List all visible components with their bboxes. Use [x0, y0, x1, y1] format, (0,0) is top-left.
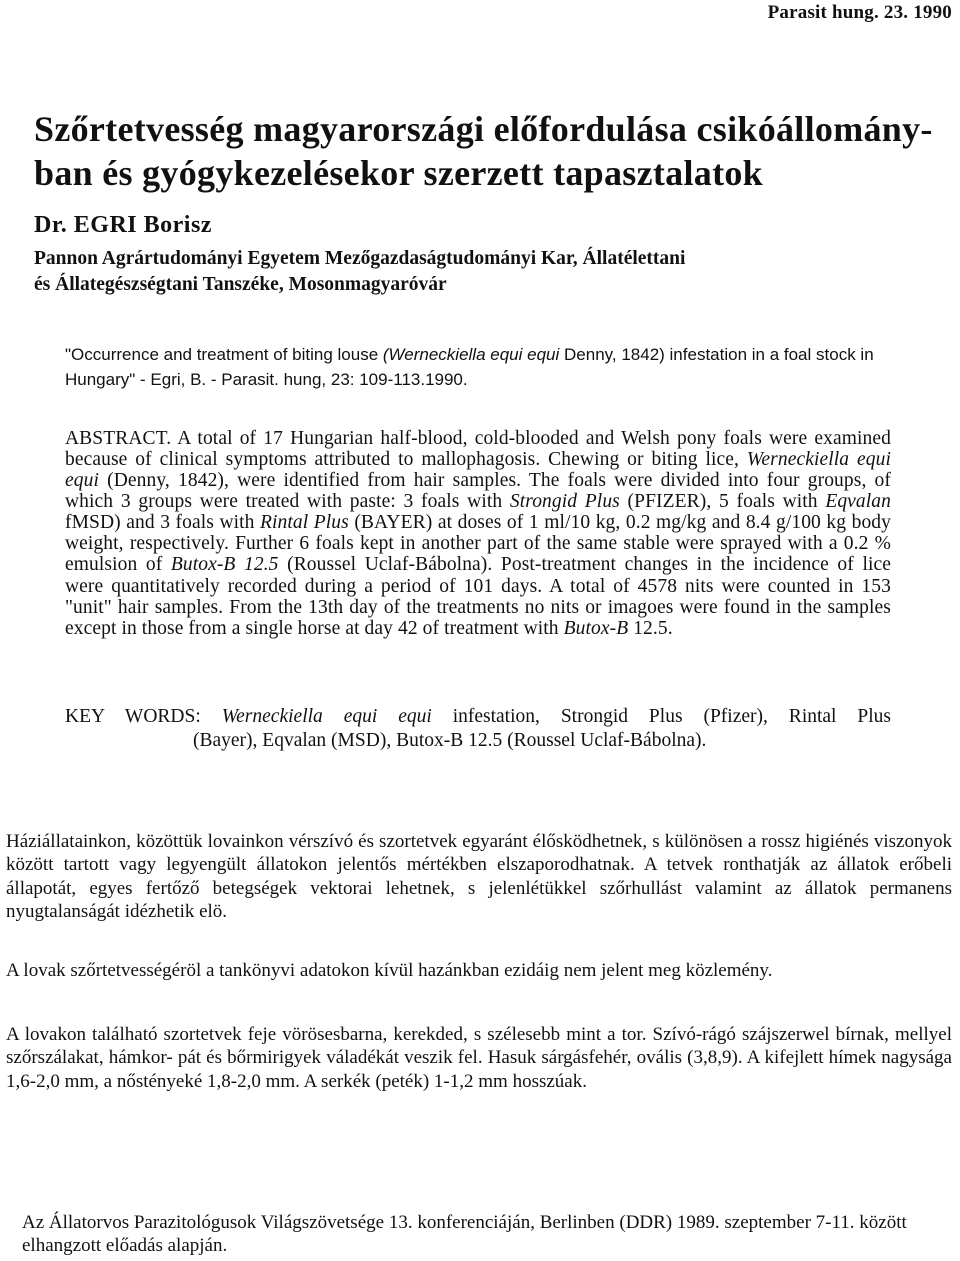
keywords-line: [65, 705, 891, 729]
abstract-text: (PFIZER), 5 foals with: [619, 491, 826, 513]
keywords-label: KEY WORDS:: [65, 706, 222, 727]
body-paragraph: A lovakon található szortetvek feje vörösesbarna, kerekded, s szélesebb mint a tor. Szívó-rágó szájszerwel bírnak, mellyel szőrszálakat, hámkor- pát és bőrmirigyek váladékát veszik fel. Hasuk sárgásfehér, ovális (3,8,9). A kifejlett hímek nagysága 1,6-2,0 mm, a nőstényeké 1,8-2,0 mm. A serkék (peték) 1-1,2 mm hosszúak.: [6, 1024, 952, 1092]
abstract: [65, 428, 891, 639]
body-paragraph: A lovak szőrtetvességéröl a tankönyvi adatokon kívül hazánkban ezidáig nem jelent meg közlemény.: [6, 960, 773, 981]
citation-species: (Werneckiella equi equi: [382, 345, 560, 364]
footnote: Az Állatorvos Parazitológusok Világszövetsége 13. konferenciáján, Berlinben (DDR) 1989. szeptember 7-11. között elhangzott előadás alapján.: [22, 1212, 907, 1257]
abstract-italic: Strongid Plus: [509, 491, 620, 513]
citation-text: Denny, 1842) infestation in a foal stock in Hungary" - Egri, B. - Parasit. hung, 23: 109-113.1990.: [65, 345, 874, 389]
affiliation: [34, 246, 914, 298]
abstract-text: (Roussel Uclaf-Bábolna). Post-treatment changes in the incidence of lice were quantitatively recorded during a period of 101 days. A total of 4578 nits were counted in 153 "unit" hair samples. From the 13th day of the treatments no nits or imagoes were found in the samples except in those from a single horse at day 42 of treatment with: [65, 554, 891, 639]
keywords-continuation: (Bayer), Eqvalan (MSD), Butox-B 12.5 (Roussel Uclaf-Bábolna).: [193, 729, 707, 751]
author: Dr. EGRI Borisz: [34, 212, 212, 238]
body-paragraph: Háziállatainkon, közöttük lovainkon vérszívó és szortetvek egyaránt élősködhetnek, s különösen a rossz higiénés viszonyok között tartott vagy legyengült állatokon jelentős mértékben elszaporodhatnak. A tetvek ronthatják az állatok erőbeli állapotát, egyes fertőző betegségek vektorai lehetnek, s jelenlétükkel szőrhullást valamint az állatok permanens nyugtalanságát idézhetik elö.: [6, 831, 952, 923]
affiliation-line: és Állategészségtani Tanszéke, Mosonmagyaróvár: [34, 273, 447, 295]
citation-text: "Occurrence and treatment of biting louse: [65, 345, 383, 364]
title-line: Szőrtetvesség magyarországi előfordulása csikóállomány-: [34, 109, 933, 149]
abstract-text: (BAYER) at doses of 1 ml/10 kg, 0.2 mg/kg and 8.4 g/100 kg body weight, respectively. Further 6 foals kept in another part of the same stable were sprayed with a 0.2 % emulsion of: [65, 512, 891, 576]
abstract-text: fMSD) and 3 foals with: [65, 512, 261, 534]
keywords: [65, 705, 891, 753]
abstract-text: ABSTRACT. A total of 17 Hungarian half-blood, cold-blooded and Welsh pony foals were examined because of clinical symptoms attributed to mallophagosis. Chewing or biting lice,: [65, 428, 891, 471]
abstract-italic: Werneckiella equi equi: [65, 449, 891, 492]
abstract-text: (Denny, 1842), were identified from hair samples. The foals were divided into four groups, of which 3 groups were treated with paste: 3 foals with: [65, 470, 891, 513]
keywords-species: Werneckiella equi equi: [221, 706, 432, 727]
abstract-italic: Butox-B: [563, 617, 629, 639]
abstract-italic: Eqvalan: [825, 491, 891, 513]
affiliation-line: Pannon Agrártudományi Egyetem Mezőgazdaságtudományi Kar, Állatélettani: [34, 248, 686, 269]
keywords-text: infestation, Strongid Plus (Pfizer), Rintal Plus: [431, 706, 892, 727]
abstract-text: 12.5.: [628, 617, 673, 639]
citation: [65, 343, 895, 392]
title-line: ban és gyógykezelésekor szerzett tapasztalatok: [34, 152, 763, 193]
journal-header: Parasit hung. 23. 1990: [767, 2, 952, 23]
abstract-italic: Butox-B 12.5: [170, 554, 279, 576]
abstract-italic: Rintal Plus: [260, 512, 349, 534]
article-title: [34, 108, 934, 196]
